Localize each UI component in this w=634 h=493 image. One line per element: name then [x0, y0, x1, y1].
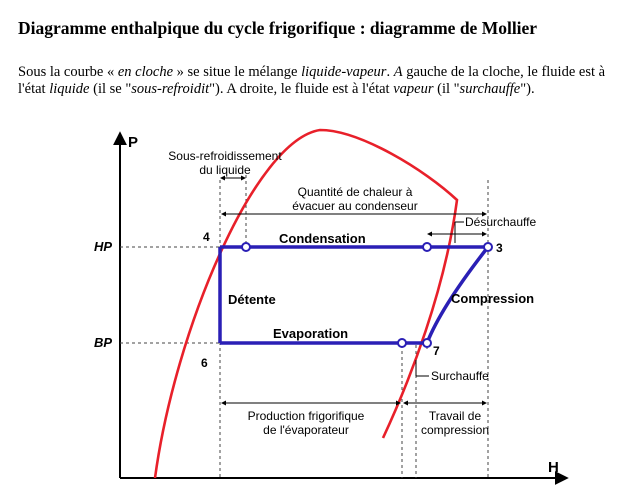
- page-title: Diagramme enthalpique du cycle frigorifique : diagramme de Mollier: [18, 18, 538, 38]
- sous-refroidissement-label-1: Sous-refroidissement: [168, 149, 282, 163]
- cycle-point: [484, 243, 492, 251]
- paragraph-segment: surchauffe: [459, 81, 521, 97]
- axis-y-label: P: [128, 134, 139, 151]
- quantite-chaleur-label-1: Quantité de chaleur à: [297, 185, 413, 199]
- paragraph-segment: gauche de la cloche, le fluide est à l'état: [18, 64, 606, 97]
- paragraph-segment: "). A droite, le fluide est à l'état: [209, 81, 394, 97]
- paragraph-segment: .: [386, 64, 394, 80]
- point-7-label: 7: [433, 344, 440, 358]
- cycle-point: [242, 243, 250, 251]
- paragraph-segment: (il ": [433, 81, 460, 97]
- paragraph-segment: A: [393, 64, 403, 80]
- hp-label: HP: [94, 239, 113, 254]
- production-label-2: de l'évaporateur: [263, 423, 349, 437]
- sous-refroidissement-label-2: du liquide: [199, 163, 251, 177]
- surchauffe-label: Surchauffe: [431, 369, 489, 383]
- paragraph-segment: ").: [520, 81, 535, 97]
- point-6-label: 6: [201, 356, 208, 370]
- compression-label: Compression: [451, 291, 535, 306]
- paragraph-segment: liquide-vapeur: [301, 64, 387, 80]
- bp-label: BP: [94, 335, 113, 350]
- paragraph-segment: liquide: [49, 81, 90, 97]
- detente-label: Détente: [228, 292, 276, 307]
- point-4-label: 4: [203, 230, 210, 244]
- cycle-point: [423, 339, 431, 347]
- cycle-point: [423, 243, 431, 251]
- paragraph-segment: (il se ": [89, 81, 132, 97]
- paragraph-segment: Sous la courbe «: [18, 64, 118, 80]
- production-label-1: Production frigorifique: [247, 409, 365, 423]
- travail-label-1: Travail de: [428, 409, 482, 423]
- desurchauffe-label: Désurchauffe: [465, 215, 537, 229]
- cycle-point: [398, 339, 406, 347]
- paragraph-segment: sous-refroidit: [131, 81, 210, 97]
- evaporation-label: Evaporation: [273, 326, 349, 341]
- paragraph-segment: » se situe le mélange: [173, 64, 302, 80]
- axis-x-label: H: [548, 459, 559, 476]
- paragraph-segment: en cloche: [117, 64, 174, 80]
- point-3-label: 3: [496, 241, 503, 255]
- condensation-label: Condensation: [279, 231, 366, 246]
- travail-label-2: compression: [420, 423, 490, 437]
- quantite-chaleur-label-2: évacuer au condenseur: [292, 199, 418, 213]
- paragraph-segment: vapeur: [393, 81, 434, 97]
